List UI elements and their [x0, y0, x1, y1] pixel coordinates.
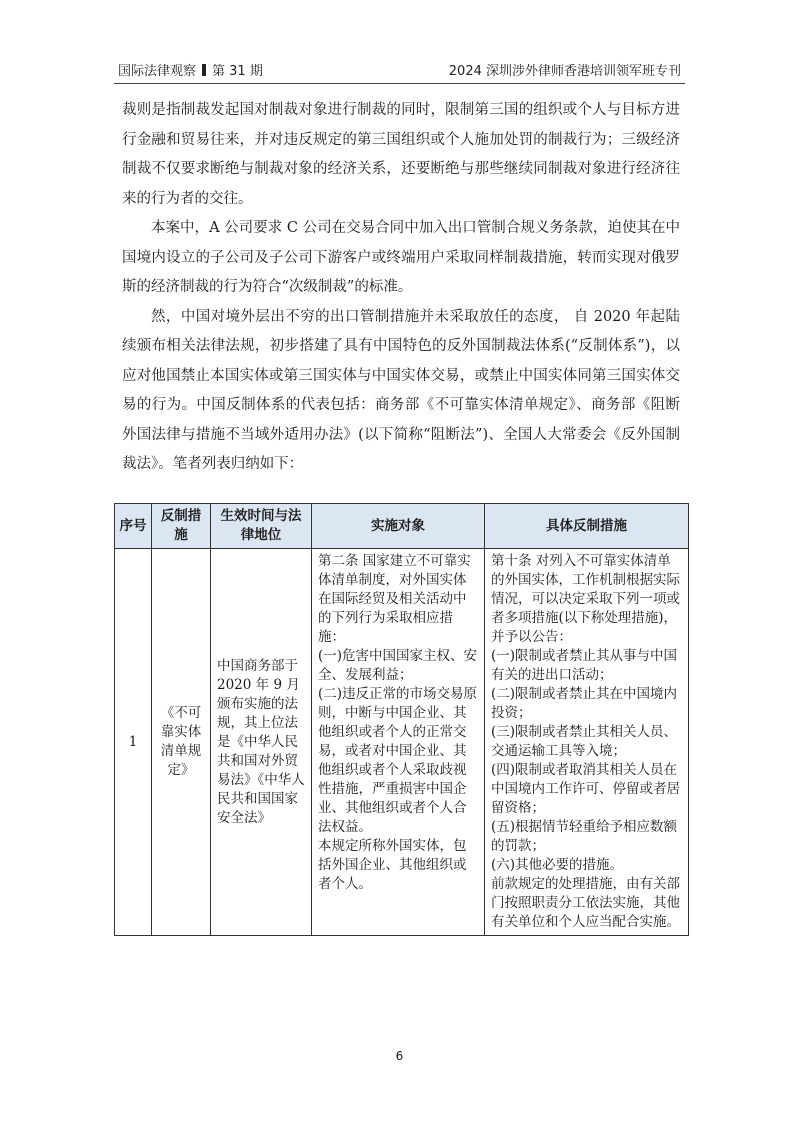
measure-line: (六)其他必要的措施。: [491, 857, 624, 873]
measure-line: (三)限制或者禁止其相关人员、交通运输工具等入境；: [491, 724, 678, 759]
paragraph-2: 本案中，A 公司要求 C 公司在交易合同中加入出口管制合规义务条款，迫使其在中国境内设立的子公司及子公司下游客户或终端用户采取同样制裁措施，转而实现对俄罗斯的经济制裁的行为符合“次级制裁”的标准。: [122, 220, 680, 295]
header-specific-measures: 具体反制措施: [485, 504, 689, 549]
paragraph-3: 然，中国对境外层出不穷的出口管制措施并未采取放任的态度， 自 2020 年起陆续颁布相关法律法规，初步搭建了具有中国特色的反外国制裁法体系(“反制体系”)，以应对他国禁止本国实体或第三国实体与中国实体交易，或禁止中国实体同第三国实体交易的行为。中国反制体系的代表包括：商务部《不可靠实体清单规定》、商务部《阻断外国法律与措施不当域外适用办法》(以下简称“阻断法”)、全国人大常委会《反外国制裁法》。笔者列表归纳如下：: [122, 308, 680, 472]
page-header: [118, 60, 681, 82]
target-line: (二)违反正常的市场交易原则，中断与中国企业、其他组织或者个人的正常交易，或者对中国企业、其他组织或者个人采取歧视性措施，严重损害中国企业、其他组织或者个人合法权益。: [318, 686, 478, 835]
row-targets: [312, 549, 485, 936]
measure-line: (一)限制或者禁止其从事与中国有关的进出口活动；: [491, 648, 678, 683]
header-rule: [114, 83, 685, 84]
target-line: (一)危害中国国家主权、安全、发展利益；: [318, 648, 478, 683]
row-measure: 《不可靠实体清单规定》: [152, 549, 211, 936]
body-text: [122, 96, 680, 480]
table-row: [115, 549, 689, 936]
measure-line: 前款规定的处理措施，由有关部门按照职责分工依法实施，其他有关单位和个人应当配合实施。: [491, 876, 680, 930]
table-header-row: [115, 504, 689, 549]
paragraph-1: 裁则是指制裁发起国对制裁对象进行制裁的同时，限制第三国的组织或个人与目标方进行金融和贸易往来，并对违反规定的第三国组织或个人施加处罚的制裁行为；三级经济制裁不仅要求断绝与制裁对象的经济关系，还要断绝与那些继续同制裁对象进行经济往来的行为者的交往。: [122, 102, 680, 207]
measure-line: (四)限制或者取消其相关人员在中国境内工作许可、停留或者居留资格；: [491, 762, 680, 816]
target-line: 第二条 国家建立不可靠实体清单制度，对外国实体在国际经贸及相关活动中的下列行为采取相应措施：: [318, 553, 471, 645]
target-line: 本规定所称外国实体，包括外国企业、其他组织或者个人。: [318, 838, 467, 892]
row-effective: 中国商务部于 2020 年 9 月颁布实施的法规，其上位法是《中华人民共和国对外贸易法》《中华人民共和国国家安全法》: [211, 549, 312, 936]
header-measure: 反制措施: [152, 504, 211, 549]
row-index: 1: [115, 549, 152, 936]
page-number: 6: [395, 1049, 404, 1063]
special-issue-title: 2024 深圳涉外律师香港培训领军班专刊: [448, 64, 681, 79]
countermeasures-table: [114, 503, 689, 936]
header-left: [118, 60, 263, 79]
journal-title: 国际法律观察: [118, 64, 197, 79]
measure-line: (五)根据情节轻重给予相应数额的罚款；: [491, 819, 678, 854]
row-specific-measures: [485, 549, 689, 936]
header-targets: 实施对象: [312, 504, 485, 549]
header-effective: 生效时间与法律地位: [211, 504, 312, 549]
issue-number: 第 31 期: [212, 64, 263, 79]
header-separator-bar: [202, 64, 206, 76]
measure-line: 第十条 对列入不可靠实体清单的外国实体，工作机制根据实际情况，可以决定采取下列一项或者多项措施(以下称处理措施)，并予以公告：: [491, 553, 680, 645]
measure-line: (二)限制或者禁止其在中国境内投资；: [491, 686, 678, 721]
header-index: 序号: [115, 504, 152, 549]
